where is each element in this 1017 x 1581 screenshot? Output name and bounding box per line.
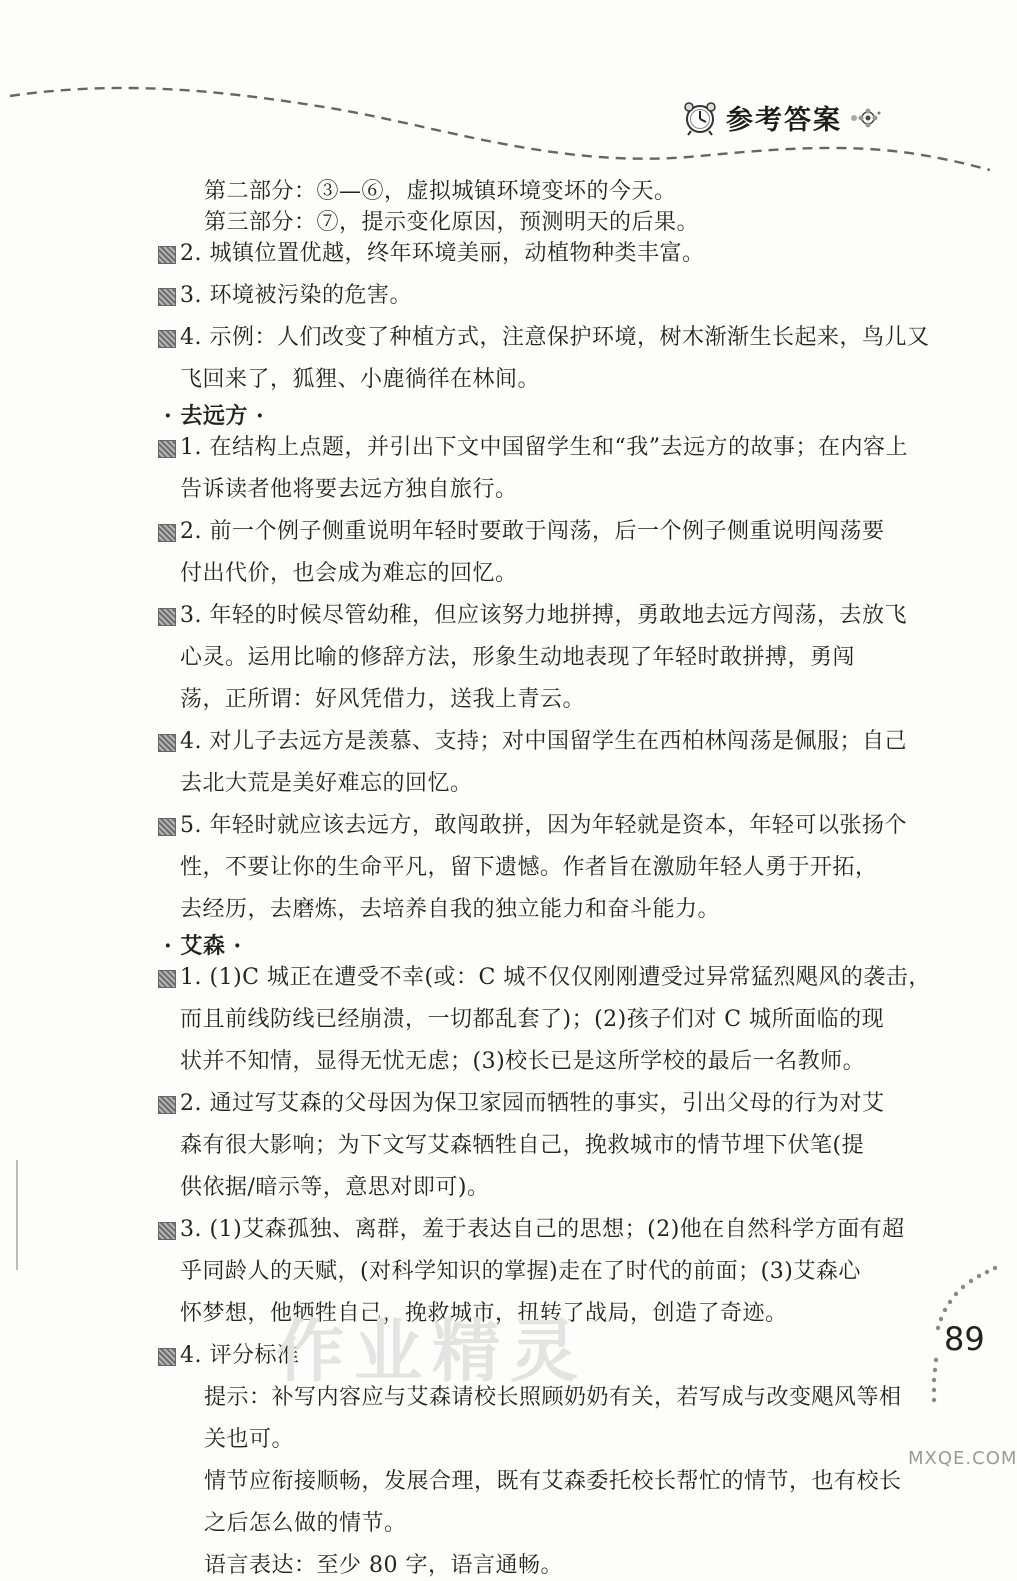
section-heading: · 去远方 · (164, 403, 265, 429)
text-line: 去北大荒是美好难忘的回忆。 (180, 771, 473, 796)
answer-title: 参考答案 (726, 105, 842, 136)
answer-bullet-icon (158, 440, 176, 458)
text-line: 语言表达：至少 80 字，语言通畅。 (204, 1553, 563, 1578)
flower-decoration-icon (848, 107, 882, 129)
answer-item: 4. 示例：人们改变了种植方式，注意保护环境，树木渐渐生长起来，鸟儿又 (158, 322, 903, 353)
answer-item: 3. 年轻的时候尽管幼稚，但应该努力地拼搏，勇敢地去远方闯荡，去放飞 (158, 600, 903, 631)
answer-header (682, 98, 882, 137)
page-number: 89 (944, 1320, 985, 1358)
answer-bullet-icon (158, 818, 176, 836)
answer-bullet-icon (158, 1096, 176, 1114)
dotted-arc-decoration (905, 1260, 1000, 1460)
site-watermark: MXQE.COM (908, 1448, 1017, 1469)
answer-item: 5. 年轻时就应该去远方，敢闯敢拼，因为年轻就是资本，年轻可以张扬个 (158, 810, 903, 841)
answer-item: 1. 在结构上点题，并引出下文中国留学生和“我”去远方的故事；在内容上 (158, 432, 903, 463)
answer-bullet-icon (158, 288, 176, 306)
text-line: 关也可。 (204, 1427, 295, 1452)
watermark-text: 作业精灵 (276, 1313, 589, 1392)
page-edge-mark (16, 1160, 18, 1270)
text-line: 情节应衔接顺畅，发展合理，既有艾森委托校长帮忙的情节，也有校长 (204, 1469, 902, 1494)
text-line: 告诉读者他将要去远方独自旅行。 (180, 477, 518, 502)
answer-item: 3. 环境被污染的危害。 (158, 280, 903, 311)
text-line: 付出代价，也会成为难忘的回忆。 (180, 561, 518, 586)
answer-bullet-icon (158, 1348, 176, 1366)
text-line: 之后怎么做的情节。 (204, 1511, 407, 1536)
answer-item: 4. 对儿子去远方是羡慕、支持；对中国留学生在西柏林闯荡是佩服；自己 (158, 726, 903, 757)
answer-item: 2. 城镇位置优越，终年环境美丽，动植物种类丰富。 (158, 238, 903, 269)
answer-bullet-icon (158, 1222, 176, 1240)
text-line: 飞回来了，狐狸、小鹿徜徉在林间。 (180, 367, 541, 392)
text-line: 去经历，去磨炼，去培养自我的独立能力和奋斗能力。 (180, 897, 721, 922)
answer-item: 1. (1)C 城正在遭受不幸(或：C 城不仅仅刚刚遭受过异常猛烈飓风的袭击， (158, 962, 903, 993)
text-line: 第二部分：③—⑥，虚拟城镇环境变坏的今天。 (204, 179, 677, 204)
answer-bullet-icon (158, 970, 176, 988)
text-line: 森有很大影响；为下文写艾森牺牲自己，挽救城市的情节埋下伏笔(提 (180, 1133, 865, 1158)
answer-bullet-icon (158, 734, 176, 752)
answer-item: 4. 评分标准 (158, 1340, 903, 1371)
answer-item: 2. 前一个例子侧重说明年轻时要敢于闯荡，后一个例子侧重说明闯荡要 (158, 516, 903, 547)
text-line: 供依据/暗示等，意思对即可)。 (180, 1175, 490, 1200)
text-line: 提示：补写内容应与艾森请校长照顾奶奶有关，若写成与改变飓风等相 (204, 1385, 902, 1410)
answer-bullet-icon (158, 246, 176, 264)
answer-bullet-icon (158, 330, 176, 348)
answer-bullet-icon (158, 524, 176, 542)
text-line: 怀梦想，他牺牲自己，挽救城市，扭转了战局，创造了奇迹。 (180, 1301, 788, 1326)
text-line: 第三部分：⑦，提示变化原因，预测明天的后果。 (204, 210, 700, 235)
text-line: 状并不知情，显得无忧无虑；(3)校长已是这所学校的最后一名教师。 (180, 1049, 866, 1074)
text-line: 乎同龄人的天赋，(对科学知识的掌握)走在了时代的前面；(3)艾森心 (180, 1259, 861, 1284)
text-line: 性，不要让你的生命平凡，留下遗憾。作者旨在激励年轻人勇于开拓， (180, 855, 878, 880)
section-heading: · 艾森 · (164, 933, 242, 959)
answer-item: 3. (1)艾森孤独、离群，羞于表达自己的思想；(2)他在自然科学方面有超 (158, 1214, 903, 1245)
answer-bullet-icon (158, 608, 176, 626)
text-line: 心灵。运用比喻的修辞方法，形象生动地表现了年轻时敢拼搏，勇闯 (180, 645, 856, 670)
text-line: 荡，正所谓：好风凭借力，送我上青云。 (180, 687, 586, 712)
alarm-clock-icon (682, 100, 718, 136)
answer-item: 2. 通过写艾森的父母因为保卫家园而牺牲的事实，引出父母的行为对艾 (158, 1088, 903, 1119)
text-line: 而且前线防线已经崩溃，一切都乱套了)；(2)孩子们对 C 城所面临的现 (180, 1007, 885, 1032)
